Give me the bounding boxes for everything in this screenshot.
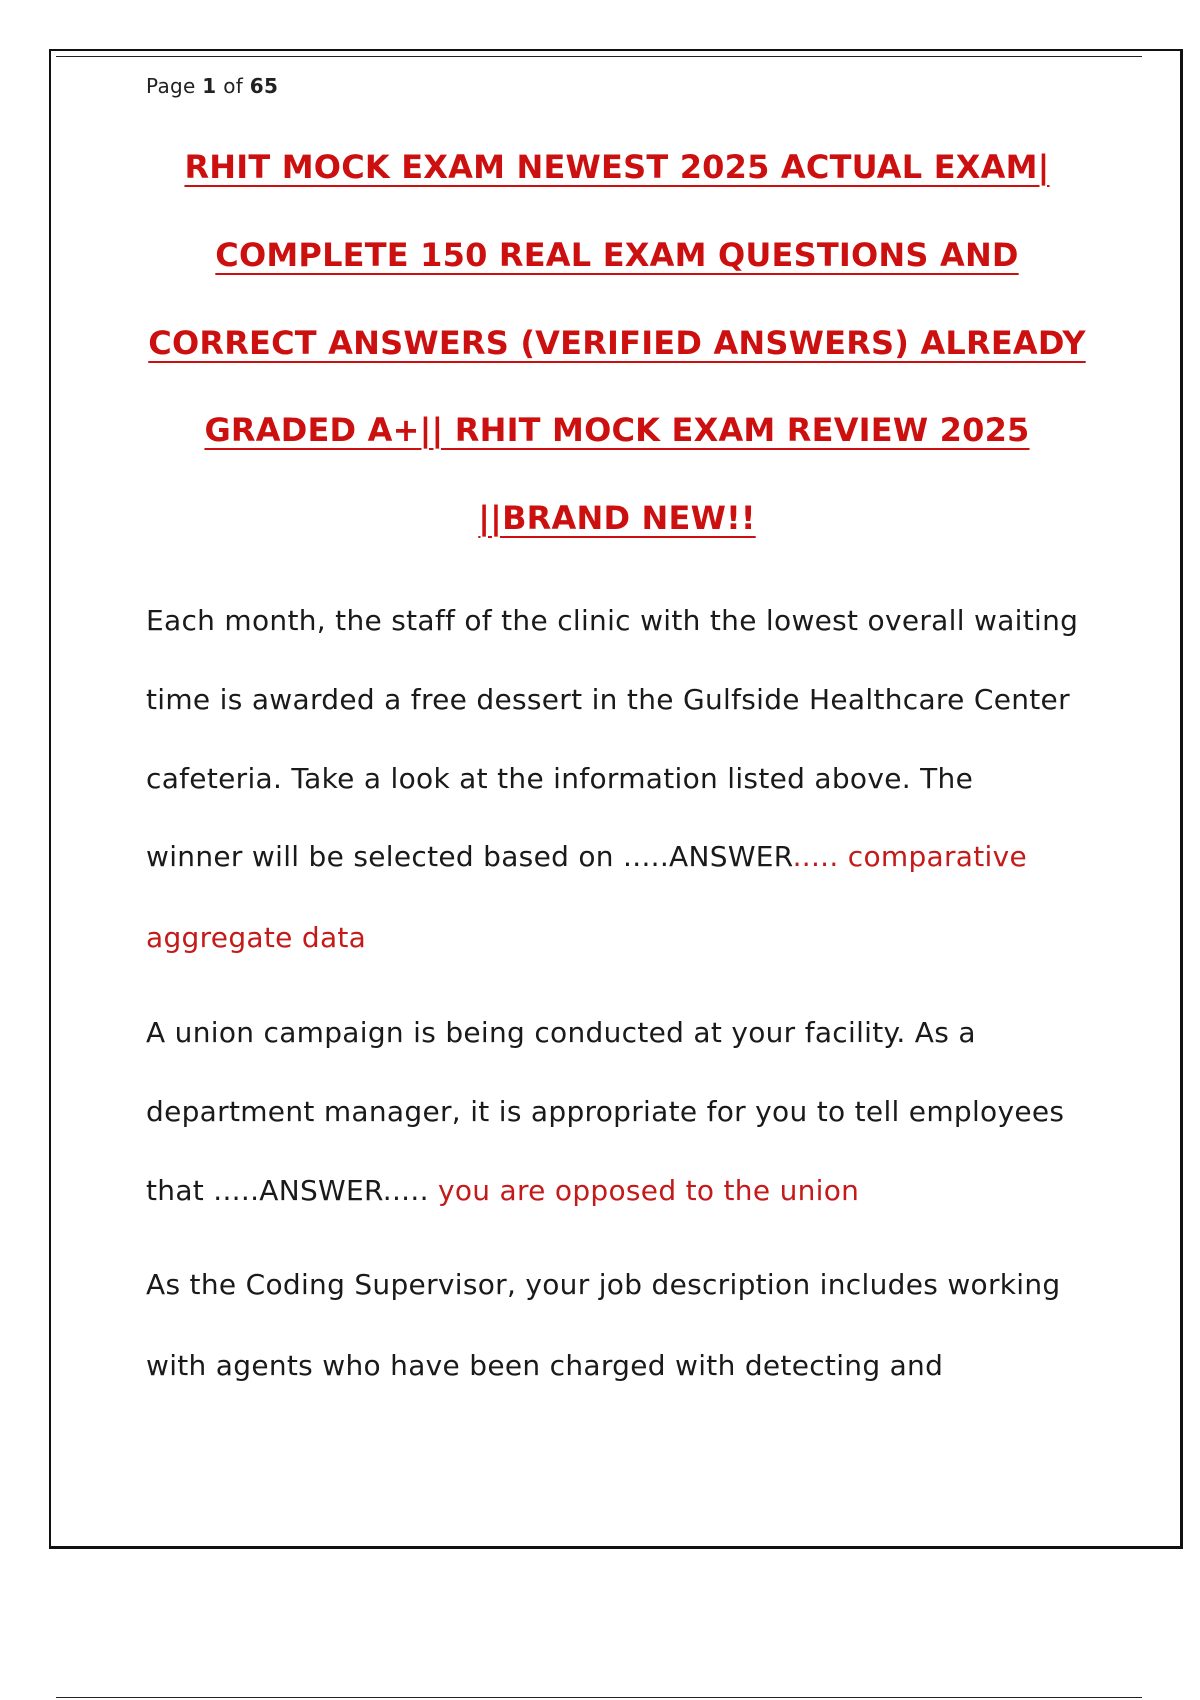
document-title-line-5: ||BRAND NEW!!: [478, 499, 756, 537]
question-2-answer: you are opposed to the union: [437, 1174, 860, 1207]
question-3-line-2: with agents who have been charged with detecting and: [146, 1349, 944, 1382]
question-1-line-2: time is awarded a free dessert in the Gulfside Healthcare Center: [146, 683, 1070, 716]
question-1-line-4: [146, 840, 1027, 873]
page-label: Page: [146, 74, 196, 98]
question-3-line-1: As the Coding Supervisor, your job description includes working: [146, 1268, 1061, 1301]
question-1-prompt-end: winner will be selected based on .....ANSWER: [146, 840, 793, 873]
document-title-line-1: RHIT MOCK EXAM NEWEST 2025 ACTUAL EXAM|: [184, 148, 1050, 186]
question-2-line-1: A union campaign is being conducted at your facility. As a: [146, 1016, 976, 1049]
page-total: 65: [249, 74, 279, 98]
question-1-answer-part-2: aggregate data: [146, 921, 367, 954]
page-border: [49, 49, 1183, 1549]
footer-rule: [56, 1697, 1142, 1698]
question-1-line-3: cafeteria. Take a look at the information listed above. The: [146, 762, 974, 795]
document-title-line-3: CORRECT ANSWERS (VERIFIED ANSWERS) ALREADY: [148, 324, 1086, 362]
question-2-line-2: department manager, it is appropriate for you to tell employees: [146, 1095, 1065, 1128]
page-current: 1: [202, 74, 217, 98]
document-title-line-4: GRADED A+|| RHIT MOCK EXAM REVIEW 2025: [204, 411, 1030, 449]
document-title-line-2: COMPLETE 150 REAL EXAM QUESTIONS AND: [215, 236, 1019, 274]
question-2-line-3: [146, 1174, 859, 1207]
page-of: of: [223, 74, 244, 98]
question-1-answer-marker: .....: [792, 840, 848, 873]
page-counter: [146, 74, 278, 98]
question-2-prompt-end: that .....ANSWER.....: [146, 1174, 438, 1207]
question-1-line-1: Each month, the staff of the clinic with the lowest overall waiting: [146, 604, 1079, 637]
question-1-answer-part-1: comparative: [847, 840, 1028, 873]
header-rule: [56, 56, 1142, 57]
